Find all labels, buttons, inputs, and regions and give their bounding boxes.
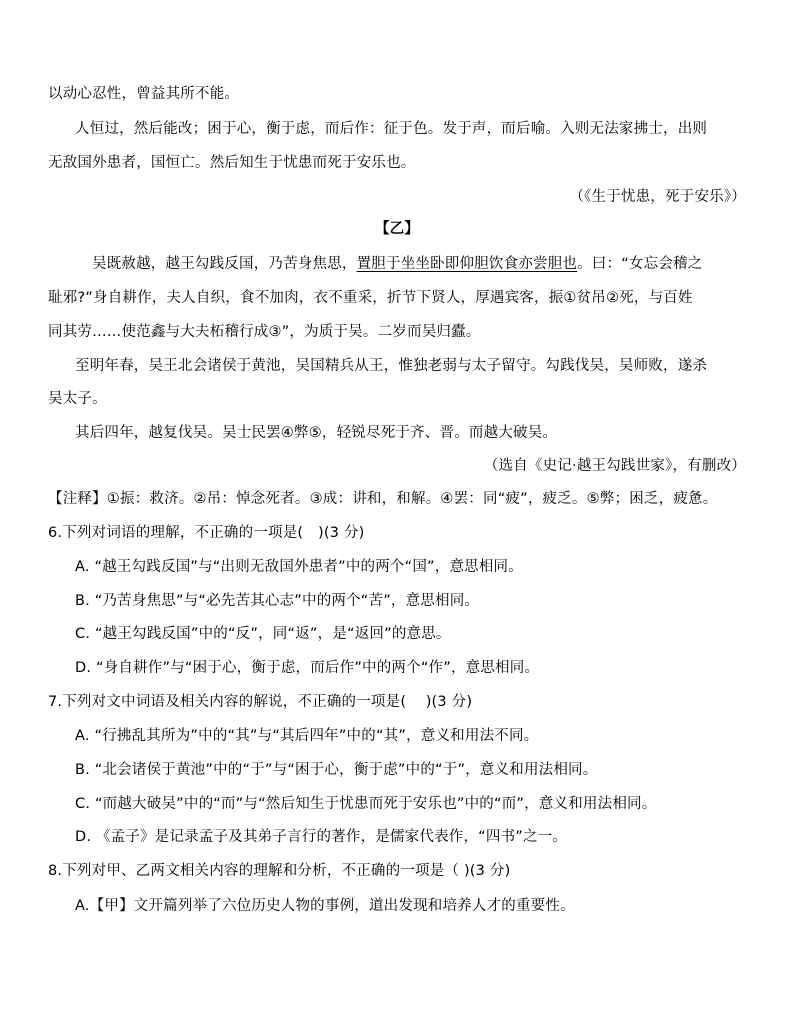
jia-source: （《生于忧患，死于安乐》）: [569, 189, 746, 205]
question-stem: 6.下列对词语的理解，不正确的一项是( )(3 分): [48, 525, 365, 541]
yi-text-segment: 。曰：“女忘会稽之: [577, 256, 703, 272]
question-option: C. “越王勾践反国”中的“反”，同“返”，是“返回”的意思。: [75, 626, 451, 642]
yi-text-line: 吴太子。: [48, 391, 107, 407]
question-stem: 7.下列对文中词语及相关内容的解说，不正确的一项是( )(3 分): [48, 694, 473, 710]
yi-text-line: 其后四年，越复伐吴。吴士民罢④弊⑤，轻锐尽死于齐、晋。而越大破吴。: [75, 425, 558, 441]
question-option: C. “而越大破吴”中的“而”与“然后知生于忧患而死于安乐也”中的“而”，意义和用法相同。: [75, 796, 657, 812]
question-option: D. “身自耕作”与“困于心，衡于虑，而后作”中的两个“作”，意思相同。: [75, 660, 540, 676]
yi-heading: 【乙】: [374, 221, 420, 237]
underlined-sentence: 置胆于坐坐卧即仰胆饮食亦尝胆也: [356, 256, 578, 272]
yi-text-line: 同其劳……使范鑫与大夫柘稽行成③”，为质于吴。二岁而吴归蠹。: [48, 324, 481, 340]
question-option: B. “北会诸侯于黄池”中的“于”与“困于心，衡于虑”中的“于”，意义和用法相同。: [75, 762, 598, 778]
yi-source: （选自《史记·越王勾践世家》，有删改）: [483, 458, 746, 474]
question-option: A.【甲】文开篇列举了六位历史人物的事例，道出发现和培养人才的重要性。: [75, 898, 575, 914]
question-option: A. “行拂乱其所为”中的“其”与“其后四年”中的“其”，意义和用法不同。: [75, 728, 539, 744]
jia-text-line: 人恒过，然后能改；困于心，衡于虑，而后作：征于色。发于声，而后喻。入则无法家拂士，出则: [75, 121, 708, 137]
yi-text-line: 至明年春，吴王北会诸侯于黄池，吴国精兵从王，惟独老弱与太子留守。勾践伐吴，吴师败，遂杀: [75, 358, 708, 374]
notes: 【注释】①振：救济。②吊：悼念死者。③成：讲和，和解。④罢：同“疲”，疲乏。⑤弊；困乏，疲惫。: [48, 491, 718, 507]
question-option: A. “越王勾践反国”与“出则无敌国外患者”中的两个“国”，意思相同。: [75, 559, 523, 575]
jia-text-line: 无敌国外患者，国恒亡。然后知生于忧患而死于安乐也。: [48, 155, 416, 171]
jia-text-line: 以动心忍性，曾益其所不能。: [48, 86, 240, 102]
yi-text-line: [92, 254, 702, 274]
question-option: D. 《孟子》是记录孟子及其弟子言行的著作，是儒家代表作，“四书”之一。: [75, 829, 568, 845]
question-option: B. “乃苦身焦思”与“必先苦其心志”中的两个“苦”，意思相同。: [75, 593, 480, 609]
yi-text-line: 耻邪?”身自耕作，夫人自织，食不加肉，衣不重采，折节下贤人，厚遇宾客，振①贫吊②死，与百姓: [48, 290, 693, 306]
yi-text-segment: 吴既赦越，越王勾践反国，乃苦身焦思，: [92, 256, 357, 272]
question-stem: 8.下列对甲、乙两文相关内容的理解和分析，不正确的一项是（ )(3 分): [48, 863, 511, 879]
